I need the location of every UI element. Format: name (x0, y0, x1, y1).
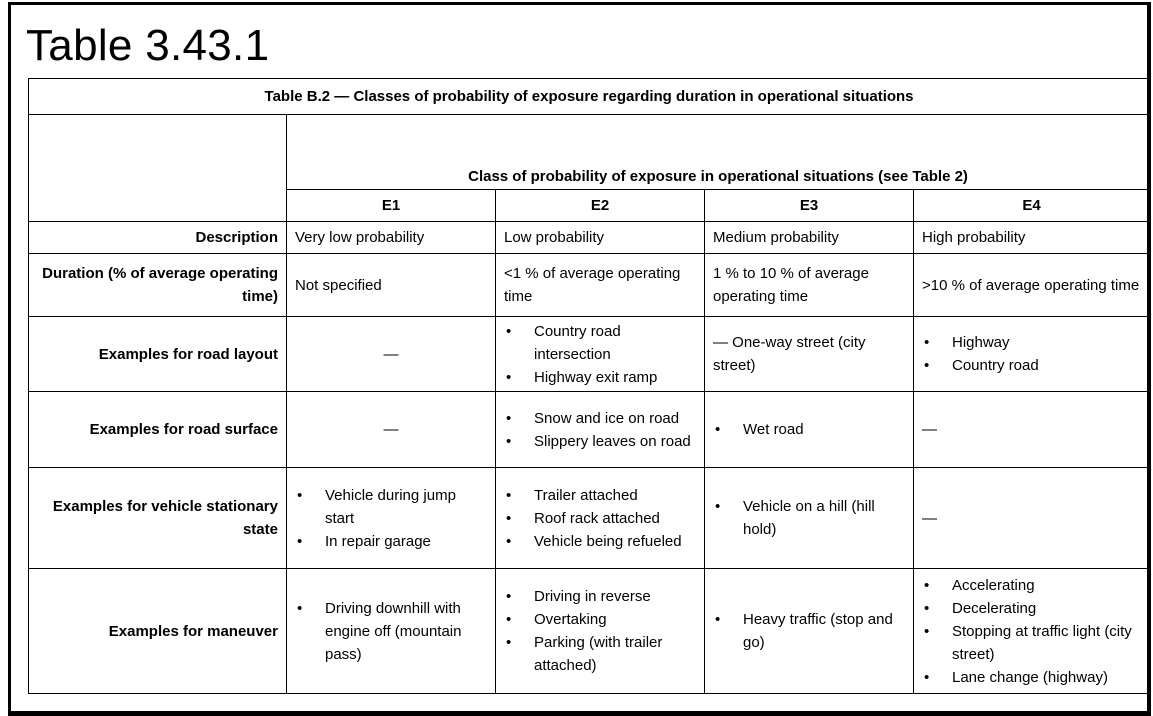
bullet-list (922, 574, 1141, 689)
group-header-row (29, 115, 1150, 190)
table-cell-e4: — (914, 468, 1150, 569)
bullet-item: • Highway (922, 331, 1141, 354)
bullet-item: • Vehicle on a hill (hill hold) (713, 495, 905, 541)
table-cell-e3 (705, 569, 914, 694)
group-header: Class of probability of exposure in operational situations (see Table 2) (287, 115, 1150, 190)
bullet-item: • Parking (with trailer attached) (504, 631, 696, 677)
bullet-item: • Snow and ice on road (504, 407, 696, 430)
bullet-item: • Driving in reverse (504, 585, 696, 608)
bullet-item: • Trailer attached (504, 484, 696, 507)
bullet-item: • Country road (922, 354, 1141, 377)
bullet-item: • Roof rack attached (504, 507, 696, 530)
table-cell-e1 (287, 569, 496, 694)
bullet-list (713, 418, 905, 441)
bullet-item: • In repair garage (295, 530, 487, 553)
table-cell-e1: — (287, 392, 496, 468)
table-cell-e3: Medium probability (705, 222, 914, 254)
table-cell-e1 (287, 468, 496, 569)
table-row (29, 392, 1150, 468)
column-header-e2: E2 (496, 190, 705, 222)
table-cell-e2 (496, 317, 705, 392)
bullet-item: • Heavy traffic (stop and go) (713, 608, 905, 654)
corner-cell (29, 115, 287, 222)
table-cell-e3: 1 % to 10 % of average operating time (705, 254, 914, 317)
table-cell-e3 (705, 468, 914, 569)
row-label: Description (29, 222, 287, 254)
bullet-item: • Decelerating (922, 597, 1141, 620)
bullet-item: • Slippery leaves on road (504, 430, 696, 453)
bullet-item: • Country road intersection (504, 320, 696, 366)
column-header-e3: E3 (705, 190, 914, 222)
table-body (29, 222, 1150, 694)
table-row (29, 317, 1150, 392)
column-header-e1: E1 (287, 190, 496, 222)
table-cell-e4 (914, 317, 1150, 392)
bullet-item: • Vehicle being refueled (504, 530, 696, 553)
bullet-list (504, 407, 696, 453)
row-label: Examples for road surface (29, 392, 287, 468)
row-label: Examples for maneuver (29, 569, 287, 694)
table-cell-e3 (705, 392, 914, 468)
table-cell-e2 (496, 569, 705, 694)
table-cell-e1: Very low probability (287, 222, 496, 254)
bullet-list (713, 608, 905, 654)
table-cell-e4: High probability (914, 222, 1150, 254)
bullet-item: • Vehicle during jump start (295, 484, 487, 530)
table-row (29, 569, 1150, 694)
table-row (29, 254, 1150, 317)
table-cell-e4: — (914, 392, 1150, 468)
table-cell-e4: >10 % of average operating time (914, 254, 1150, 317)
table-row (29, 222, 1150, 254)
bullet-list (504, 320, 696, 389)
bullet-list (504, 484, 696, 553)
document-title: Table 3.43.1 (26, 21, 270, 70)
table-cell-e2 (496, 468, 705, 569)
table-cell-e4 (914, 569, 1150, 694)
bullet-item: • Driving downhill with engine off (mountain pass) (295, 597, 487, 666)
bullet-list (922, 331, 1141, 377)
bullet-list (295, 484, 487, 553)
table-cell-e1: Not specified (287, 254, 496, 317)
bullet-item: • Overtaking (504, 608, 696, 631)
table-row (29, 468, 1150, 569)
table-caption: Table B.2 — Classes of probability of exposure regarding duration in operational situations (29, 79, 1150, 115)
row-label: Duration (% of average operating time) (29, 254, 287, 317)
row-label: Examples for road layout (29, 317, 287, 392)
bullet-item: • Stopping at traffic light (city street) (922, 620, 1141, 666)
table-cell-e2 (496, 392, 705, 468)
row-label: Examples for vehicle stationary state (29, 468, 287, 569)
table-cell-e1: — (287, 317, 496, 392)
bullet-list (504, 585, 696, 677)
bullet-item: • Accelerating (922, 574, 1141, 597)
exposure-classes-table (28, 78, 1150, 694)
bullet-item: • Highway exit ramp (504, 366, 696, 389)
bullet-list (713, 495, 905, 541)
bullet-item: • Lane change (highway) (922, 666, 1141, 689)
bullet-list (295, 597, 487, 666)
caption-row (29, 79, 1150, 115)
table-cell-e3: — One-way street (city street) (705, 317, 914, 392)
table-cell-e2: Low probability (496, 222, 705, 254)
table-cell-e2: <1 % of average operating time (496, 254, 705, 317)
column-header-e4: E4 (914, 190, 1150, 222)
bullet-item: • Wet road (713, 418, 905, 441)
